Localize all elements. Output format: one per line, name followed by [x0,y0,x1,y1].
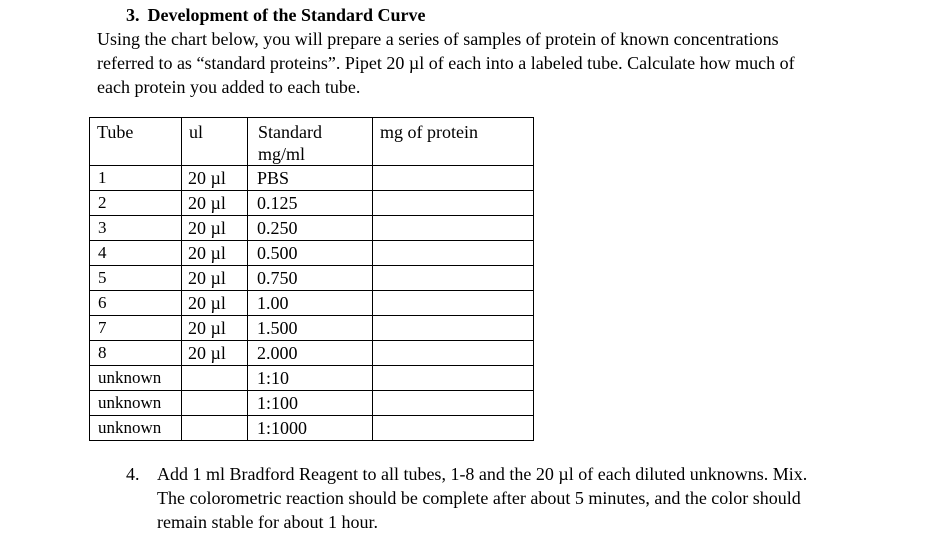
cell-tube: 1 [90,166,182,191]
section-4-number: 4. [126,464,140,484]
section-4-line: The colorometric reaction should be complete after about 5 minutes, and the color should [157,488,801,508]
cell-protein [373,216,534,241]
cell-protein [373,291,534,316]
intro-line: referred to as “standard proteins”. Pipet 20 µl of each into a labeled tube. Calculate how much of [97,53,795,73]
intro-line: each protein you added to each tube. [97,77,361,97]
cell-standard: PBS [248,166,373,191]
cell-tube: 5 [90,266,182,291]
cell-ul: 20 µl [182,216,248,241]
cell-standard: 1:10 [248,366,373,391]
section-4-text [157,462,886,534]
header-ul: ul [182,118,248,166]
cell-ul: 20 µl [182,291,248,316]
cell-ul: 20 µl [182,166,248,191]
cell-tube: unknown [90,416,182,441]
table-row [90,191,534,216]
cell-protein [373,166,534,191]
cell-standard: 0.125 [248,191,373,216]
section-3-title: Development of the Standard Curve [147,5,426,25]
cell-tube: unknown [90,366,182,391]
cell-ul: 20 µl [182,341,248,366]
cell-tube: 6 [90,291,182,316]
cell-protein [373,366,534,391]
cell-standard: 1:100 [248,391,373,416]
header-standard-line2: mg/ml [258,144,306,164]
intro-line: Using the chart below, you will prepare a series of samples of protein of known concentrations [97,29,779,49]
cell-ul: 20 µl [182,241,248,266]
section-4-line: Add 1 ml Bradford Reagent to all tubes, 1-8 and the 20 µl of each diluted unknowns. Mix. [157,464,808,484]
table-row [90,341,534,366]
cell-ul [182,391,248,416]
cell-standard: 1.00 [248,291,373,316]
cell-tube: 4 [90,241,182,266]
cell-ul [182,416,248,441]
header-standard [248,118,373,166]
cell-protein [373,266,534,291]
table-row [90,391,534,416]
cell-protein [373,391,534,416]
table-row [90,416,534,441]
cell-standard: 0.750 [248,266,373,291]
cell-standard: 0.250 [248,216,373,241]
header-mg-protein: mg of protein [373,118,534,166]
section-4-line: remain stable for about 1 hour. [157,512,378,532]
cell-tube: 2 [90,191,182,216]
table-row [90,241,534,266]
section-3-intro [97,27,887,99]
cell-standard: 2.000 [248,341,373,366]
standard-curve-table [89,117,534,441]
cell-tube: 7 [90,316,182,341]
cell-tube: 8 [90,341,182,366]
cell-ul: 20 µl [182,316,248,341]
table-row [90,266,534,291]
table-row [90,216,534,241]
cell-protein [373,191,534,216]
cell-ul: 20 µl [182,191,248,216]
table-row [90,316,534,341]
cell-protein [373,341,534,366]
cell-protein [373,316,534,341]
cell-tube: 3 [90,216,182,241]
cell-standard: 1.500 [248,316,373,341]
section-3-number: 3. [126,5,140,25]
cell-protein [373,241,534,266]
header-tube: Tube [90,118,182,166]
cell-standard: 0.500 [248,241,373,266]
cell-protein [373,416,534,441]
table-row [90,166,534,191]
cell-ul: 20 µl [182,266,248,291]
table-header-row [90,118,534,166]
section-4 [126,462,886,534]
table-row [90,291,534,316]
cell-ul [182,366,248,391]
header-standard-line1: Standard [258,122,322,142]
table-row [90,366,534,391]
cell-tube: unknown [90,391,182,416]
section-3-heading [126,4,425,26]
cell-standard: 1:1000 [248,416,373,441]
